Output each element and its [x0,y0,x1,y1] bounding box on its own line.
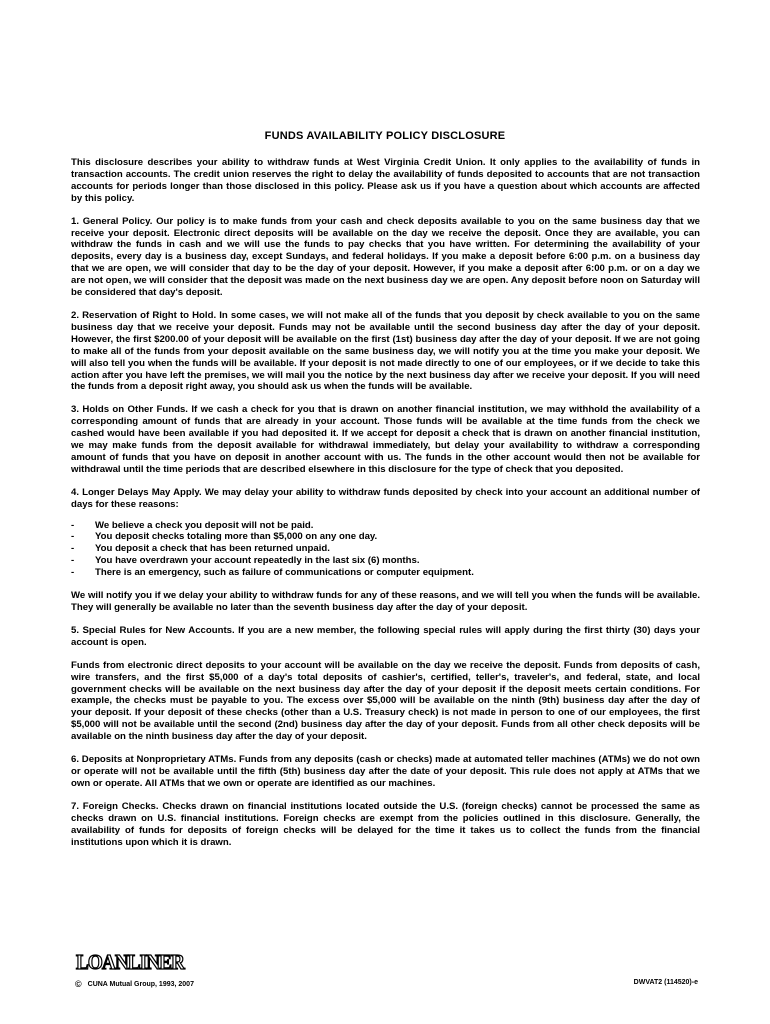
intro-paragraph: This disclosure describes your ability to withdraw funds at West Virginia Credit Union. It only applies to the availability of funds in transaction accounts. The credit union reserves the right to delay the availability of funds deposited to accounts that are not transaction accounts for periods longer than those disclosed in this policy. Please ask us if you have a question about which accounts are affected by this policy. [71,157,700,204]
section-nonproprietary-atms: 6. Deposits at Nonproprietary ATMs. Funds from any deposits (cash or checks) made at automated teller machines (ATMs) we do not own or operate will not be available until the fifth (5th) business day after the date of your deposit. This rule does not apply at ATMs that we own or operate. All ATMs that we own or operate are identified as our machines. [71,754,700,789]
document-body [71,157,700,859]
form-code: DWVAT2 (114520)-e [633,979,698,986]
delay-notice-paragraph: We will notify you if we delay your ability to withdraw funds for any of these reasons, and we will tell you when the funds will be available. They will generally be available no later than the seventh business day after the day of your deposit. [71,590,700,613]
section-general-policy: 1. General Policy. Our policy is to make funds from your cash and check deposits available to you on the same business day that we receive your deposit. Electronic direct deposits will be available on the day we receive the deposit. Once they are available, you can withdraw the funds in cash and we will use the funds to pay checks that you have written. For determining the availability of your deposits, every day is a business day, except Sundays, and federal holidays. If you make a deposit before 6:00 p.m. on a business day that we are open, we will consider that day to be the day of your deposit. However, if you make a deposit after 6:00 p.m. or on a day we are not open, we will consider that the deposit was made on the next business day we are open. Any deposit before noon on Saturday will be considered that day's deposit. [71,215,700,299]
document-title: FUNDS AVAILABILITY POLICY DISCLOSURE [264,130,506,142]
delay-reasons-list [71,520,700,580]
list-item: - You deposit checks totaling more than $5,000 on any one day. [71,531,378,543]
section-holds-on-other-funds: 3. Holds on Other Funds. If we cash a check for you that is drawn on another financial institution, we may withhold the availability of a corresponding amount of funds that are already in your account. Those funds will be available at the time funds from the check we cashed would have been available if you had deposited it. If we accept for deposit a check that is drawn on another financial institution, we may make funds from the deposit available for withdrawal immediately, but delay your availability to withdraw a corresponding amount of funds that you have on deposit in another account with us. The funds in the other account would then not be available for withdrawal until the time periods that are described elsewhere in this disclosure for the type of check that you deposited. [71,404,700,475]
svg-text:LOANLINER: LOANLINER [76,950,186,972]
list-item: - You have overdrawn your account repeatedly in the last six (6) months. [71,555,420,567]
copyright-notice [75,978,194,988]
copyright-text: CUNA Mutual Group, 1993, 2007 [87,981,194,988]
loanliner-logo [75,950,187,977]
list-item: - You deposit a check that has been returned unpaid. [71,543,330,555]
loanliner-logo-mark [75,950,187,972]
new-accounts-detail: Funds from electronic direct deposits to your account will be available on the day we receive the deposit. Funds from deposits of cash, wire transfers, and the first $5,000 of a day's total deposits of cashier's, certified, teller's, traveler's, and federal, state, and local government checks will be available on the next business day after the day of your deposit if the deposit meets certain conditions. For example, the checks must be payable to you. The excess over $5,000 will be available on the ninth (9th) business day after the day of your deposit. If your deposit of these checks (other than a U.S. Treasury check) is not made in person to one of our employees, the first $5,000 will not be available until the second (2nd) business day after the day of your deposit. Funds from all other check deposits will be available on the ninth business day after the day of your deposit. [71,659,700,743]
list-item: - We believe a check you deposit will not be paid. [71,519,314,531]
list-item: - There is an emergency, such as failure of communications or computer equipment. [71,567,474,579]
section-reservation-of-right: 2. Reservation of Right to Hold. In some cases, we will not make all of the funds that you deposit by check available to you on the same business day that we receive your deposit. Funds may not be available until the second business day after the day of your deposit. However, the first $200.00 of your deposit will be available on the first (1st) business day after the day of your deposit. If we are not going to make all of the funds from your deposit available on the same business day, we will notify you at the time you make your deposit. We will also tell you when the funds will be available. If your deposit is not made directly to one of our employees, or if we decide to take this action after you have left the premises, we will mail you the notice by the next business day after we receive your deposit. If you will need the funds from a deposit right away, you should ask us when the funds will be available. [71,309,700,393]
copyright-symbol: © [75,979,82,989]
section-longer-delays: 4. Longer Delays May Apply. We may delay your ability to withdraw funds deposited by check into your account an additional number of days for these reasons: [71,486,700,510]
section-new-accounts: 5. Special Rules for New Accounts. If you are a new member, the following special rules will apply during the first thirty (30) days your account is open. [71,624,700,648]
section-foreign-checks: 7. Foreign Checks. Checks drawn on financial institutions located outside the U.S. (foreign checks) cannot be processed the same as checks drawn on U.S. financial institutions. Foreign checks are exempt from the policies outlined in this disclosure. Generally, the availability of funds for deposits of foreign checks will be delayed for the time it takes us to collect the funds from the financial institutions upon which it is drawn. [71,800,700,848]
